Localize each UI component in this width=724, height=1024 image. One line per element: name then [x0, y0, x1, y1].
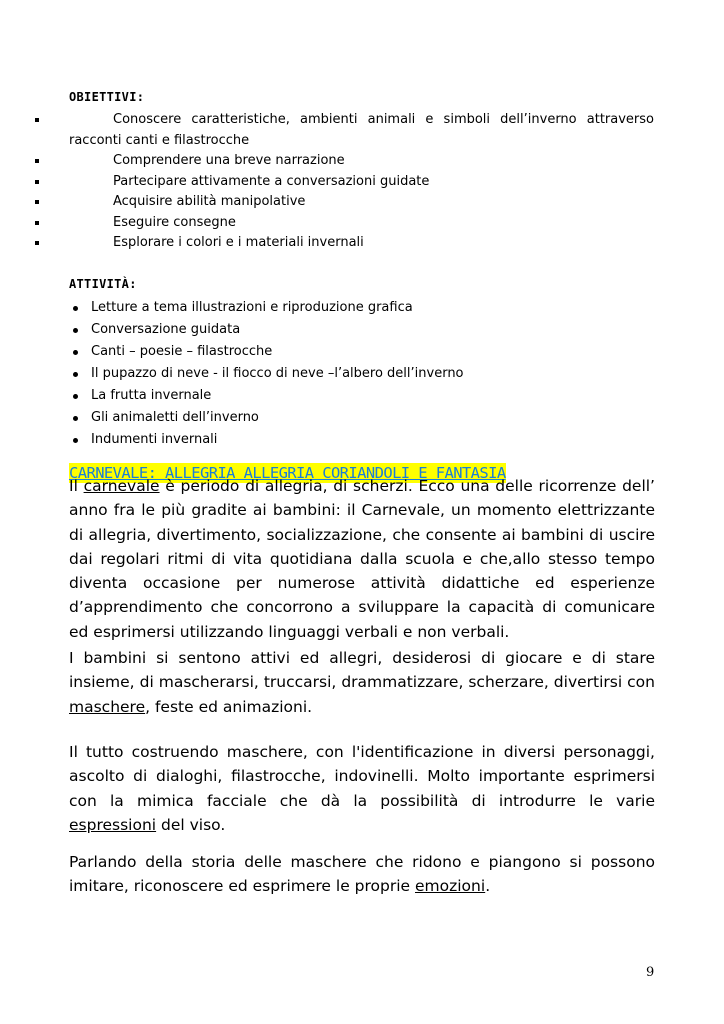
square-bullet-icon — [35, 241, 39, 245]
page-number: 9 — [646, 965, 655, 980]
bullet-dot-icon — [73, 306, 78, 311]
paragraph: Il tutto costruendo maschere, con l'identificazione in diversi personaggi, ascolto di dialoghi, filastrocche, indovinelli. Molto importante esprimersi con la mimica facciale che dà la possibilità di introdurre le varie espressioni del viso. — [69, 743, 655, 834]
bullet-dot-icon — [73, 394, 78, 399]
square-bullet-icon — [35, 118, 39, 122]
list-item: Comprendere una breve narrazione — [0, 151, 724, 172]
paragraph: I bambini si sentono attivi ed allegri, desiderosi di giocare e di stare insieme, di mascherarsi, truccarsi, drammatizzare, scherzare, divertirsi con maschere, feste ed animazioni. — [69, 649, 655, 716]
underlined-term: carnevale — [83, 477, 160, 495]
square-bullet-icon — [35, 180, 39, 184]
bullet-dot-icon — [73, 438, 78, 443]
list-item: La frutta invernale — [0, 385, 724, 407]
objectives-list — [0, 110, 724, 254]
list-item: Gli animaletti dell’inverno — [0, 407, 724, 429]
activities-list — [0, 297, 724, 451]
activities-heading: ATTIVITÀ: — [69, 277, 137, 291]
bullet-dot-icon — [73, 416, 78, 421]
square-bullet-icon — [35, 221, 39, 225]
bullet-dot-icon — [73, 328, 78, 333]
bullet-dot-icon — [73, 372, 78, 377]
section-title: CARNEVALE: ALLEGRIA ALLEGRIA CORIANDOLI E FANTASIA — [69, 464, 506, 482]
underlined-term: emozioni — [415, 877, 486, 896]
square-bullet-icon — [35, 200, 39, 204]
square-bullet-icon — [35, 159, 39, 163]
list-item: Esplorare i colori e i materiali invernali — [0, 233, 724, 254]
objectives-heading: OBIETTIVI: — [69, 90, 145, 104]
list-item: Letture a tema illustrazioni e riproduzione grafica — [0, 297, 724, 319]
list-item: Acquisire abilità manipolative — [0, 192, 724, 213]
list-item: Indumenti invernali — [0, 429, 724, 451]
paragraph: Parlando della storia delle maschere che ridono e piangono si possono imitare, riconoscere ed esprimere le proprie emozioni. — [69, 853, 655, 896]
underlined-term: maschere — [69, 697, 146, 716]
list-item: Partecipare attivamente a conversazioni guidate — [0, 172, 724, 193]
paragraph: Il carnevale è periodo di allegria, di scherzi. Ecco una delle ricorrenze dell’ anno fra le più gradite ai bambini: il Carnevale, un momento elettrizzante di allegria, divertimento, socializzazione, che consente ai bambini di uscire dai regolari ritmi di vita quotidiana dalla scuola e che,allo stesso tempo diventa occasione per numerose attività didattiche ed esperienze d’apprendimento che concorrono a sviluppare la capacità di comunicare ed esprimersi utilizzando linguaggi verbali e non verbali. — [69, 477, 655, 641]
list-item: Conversazione guidata — [0, 319, 724, 341]
list-item: Conoscere caratteristiche, ambienti animali e simboli dell’inverno attraverso racconti canti e filastrocche — [0, 110, 724, 151]
bullet-dot-icon — [73, 350, 78, 355]
list-item: Canti – poesie – filastrocche — [0, 341, 724, 363]
list-item: Eseguire consegne — [0, 213, 724, 234]
underlined-term: espressioni — [69, 815, 157, 834]
list-item: Il pupazzo di neve - il fiocco di neve –l’albero dell’inverno — [0, 363, 724, 385]
